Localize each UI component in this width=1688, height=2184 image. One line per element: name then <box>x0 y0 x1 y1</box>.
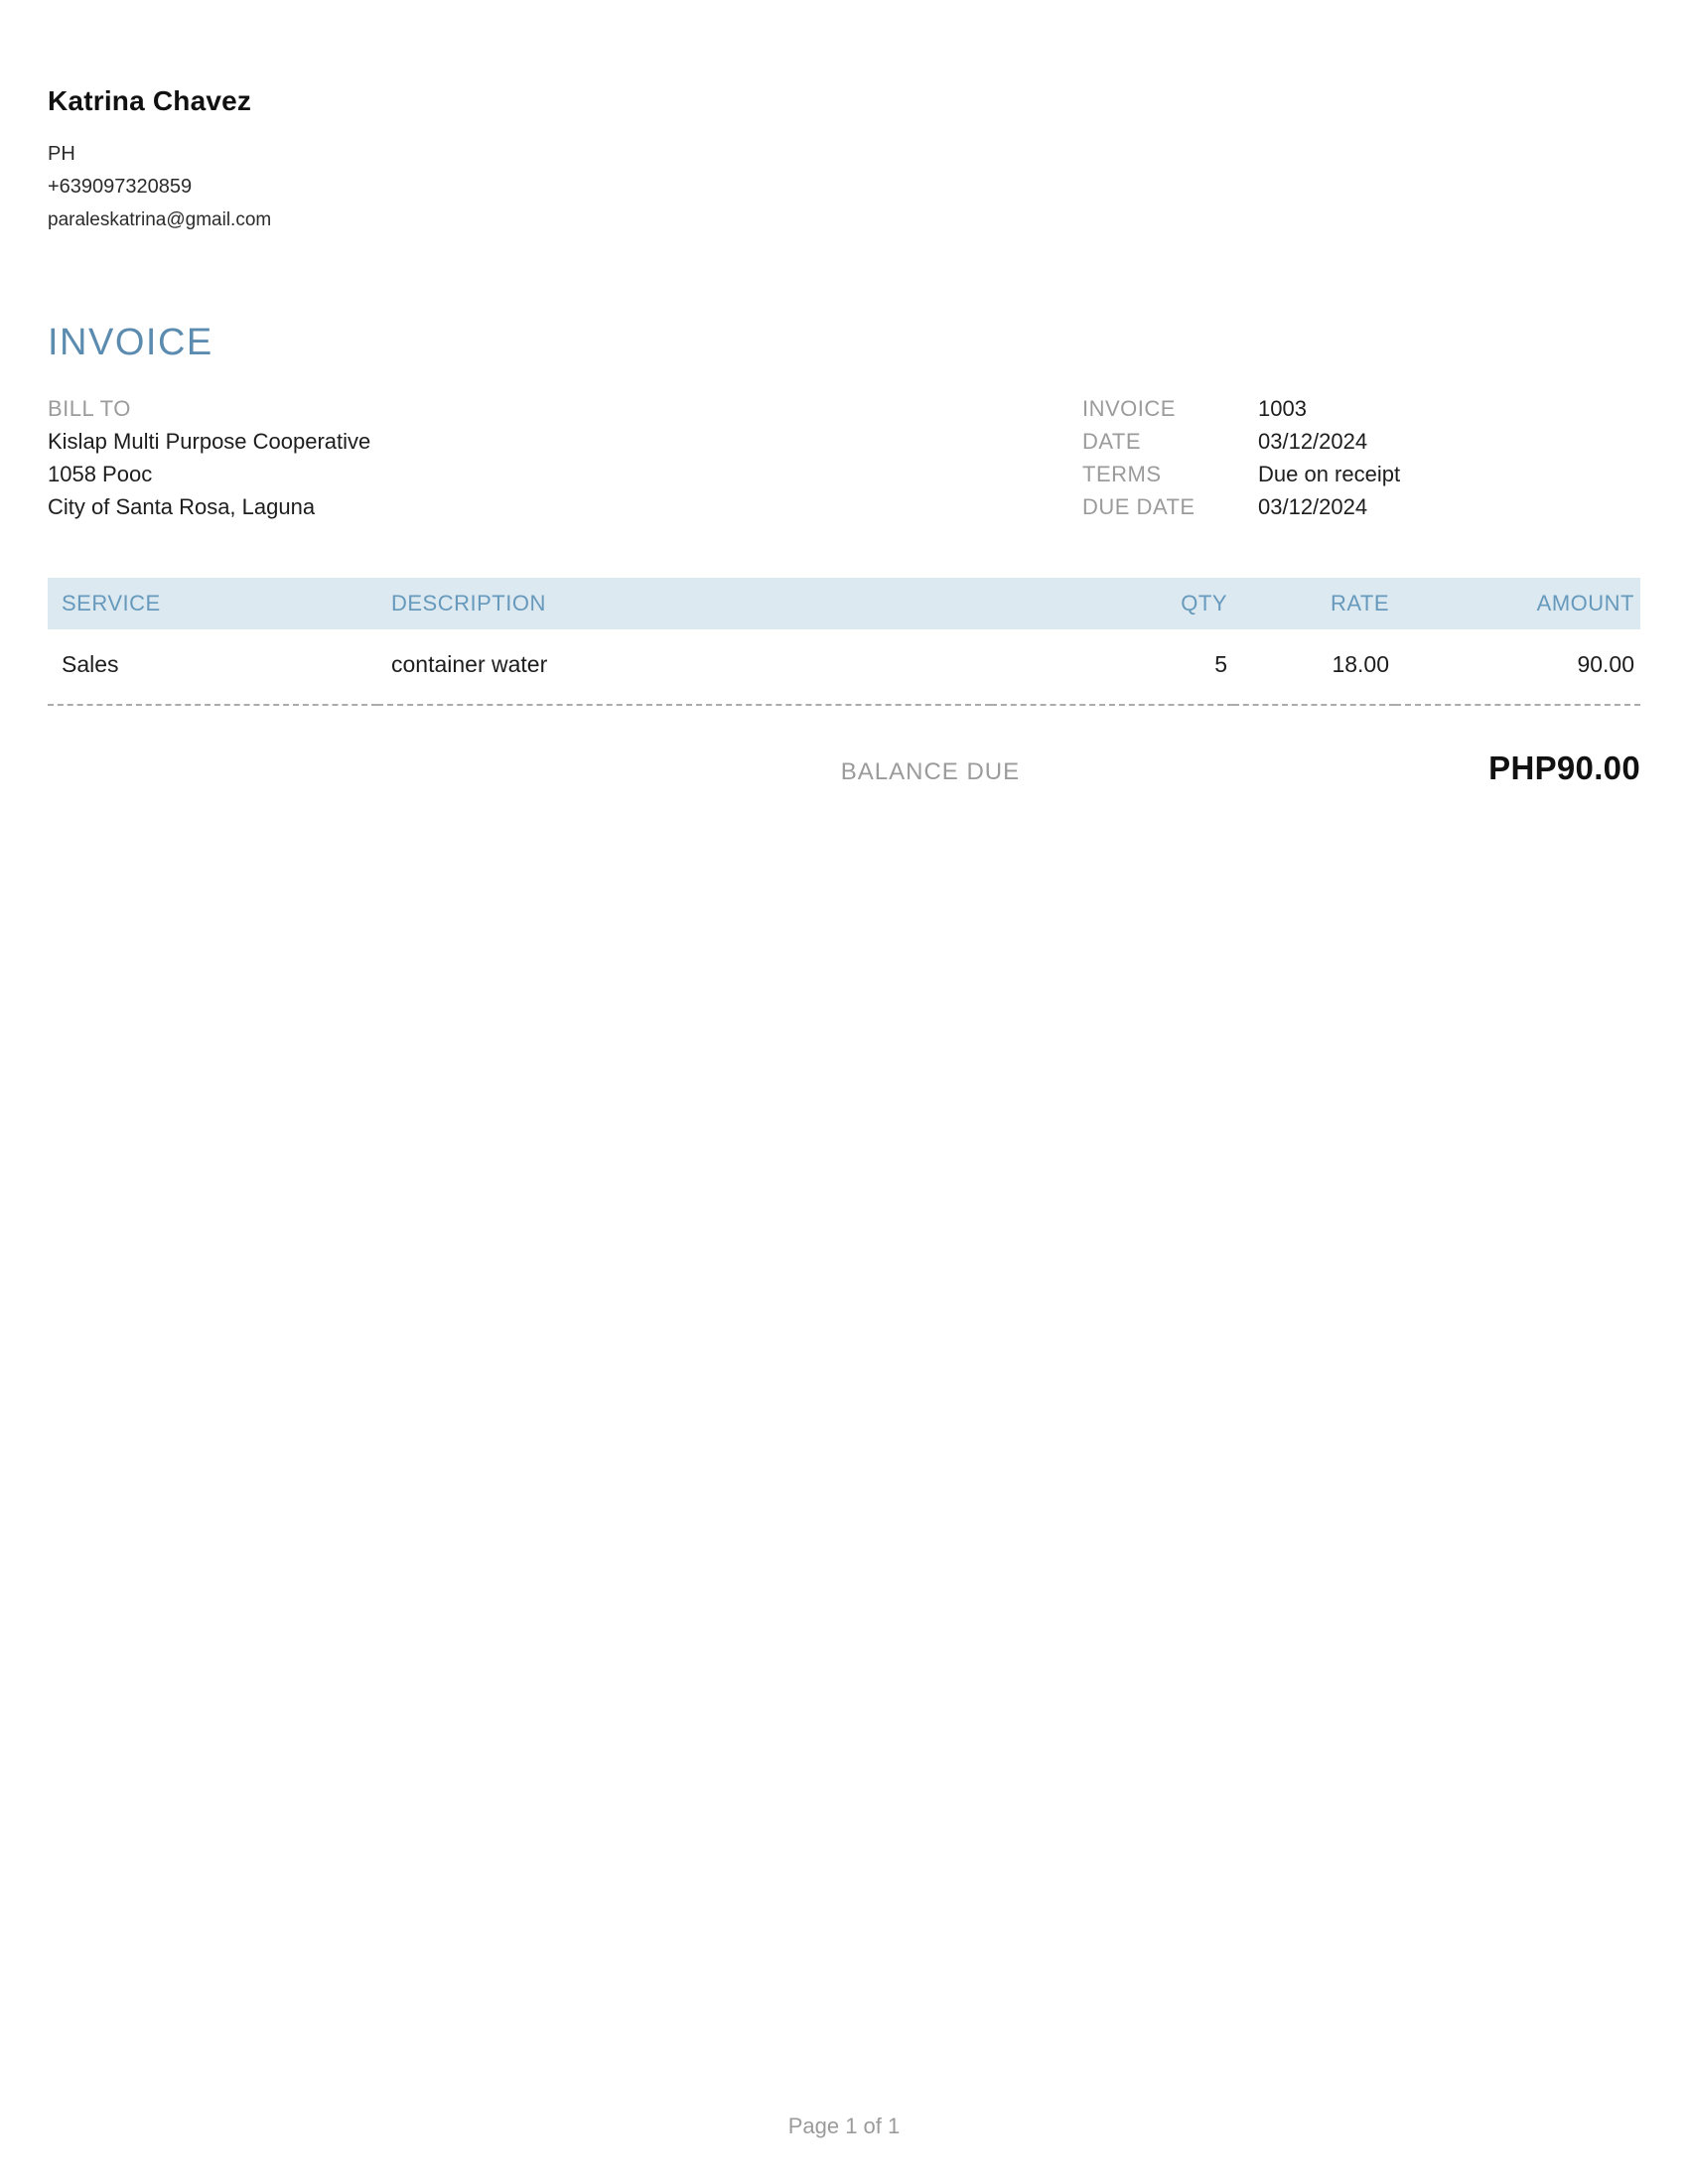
table-header-row <box>48 578 1640 629</box>
balance-due-section <box>48 750 1640 787</box>
cell-qty: 5 <box>1214 651 1227 677</box>
meta-row-invoice-number <box>1082 392 1640 425</box>
seller-phone: +639097320859 <box>48 176 193 198</box>
bill-to-line: 1058 Pooc <box>48 462 153 486</box>
seller-email: paraleskatrina@gmail.com <box>48 209 272 230</box>
invoice-number: 1003 <box>1258 396 1307 421</box>
meta-row-date <box>1082 425 1640 458</box>
bill-to-block <box>48 392 370 523</box>
invoice-info-section <box>48 392 1640 523</box>
column-header-amount: AMOUNT <box>1395 578 1640 629</box>
meta-label: TERMS <box>1082 462 1162 486</box>
cell-service: Sales <box>62 651 119 677</box>
meta-row-due-date <box>1082 490 1640 523</box>
column-header-service: SERVICE <box>48 578 377 629</box>
invoice-date: 03/12/2024 <box>1258 429 1368 454</box>
meta-label: DATE <box>1082 429 1142 454</box>
invoice-terms: Due on receipt <box>1258 462 1401 486</box>
seller-name: Katrina Chavez <box>48 85 252 116</box>
meta-row-terms <box>1082 458 1640 490</box>
bill-to-line: City of Santa Rosa, Laguna <box>48 494 316 519</box>
column-header-qty: QTY <box>991 578 1233 629</box>
table-row <box>48 629 1640 705</box>
invoice-title: INVOICE <box>48 322 213 363</box>
page-number: Page 1 of 1 <box>787 2114 901 2138</box>
invoice-meta-block <box>1082 392 1640 523</box>
seller-contact-block <box>48 138 1640 236</box>
cell-amount: 90.00 <box>1577 651 1634 677</box>
line-items-table <box>48 578 1640 706</box>
invoice-due-date: 03/12/2024 <box>1258 494 1368 519</box>
cell-rate: 18.00 <box>1332 651 1389 677</box>
bill-to-label: BILL TO <box>48 396 131 421</box>
cell-description: container water <box>391 651 548 677</box>
seller-country: PH <box>48 143 75 165</box>
balance-due-amount: PHP90.00 <box>1488 750 1640 786</box>
meta-label: INVOICE <box>1082 396 1176 421</box>
balance-due-label: BALANCE DUE <box>840 758 1021 785</box>
column-header-description: DESCRIPTION <box>377 578 991 629</box>
meta-label: DUE DATE <box>1082 494 1196 519</box>
column-header-rate: RATE <box>1233 578 1395 629</box>
bill-to-line: Kislap Multi Purpose Cooperative <box>48 429 371 454</box>
